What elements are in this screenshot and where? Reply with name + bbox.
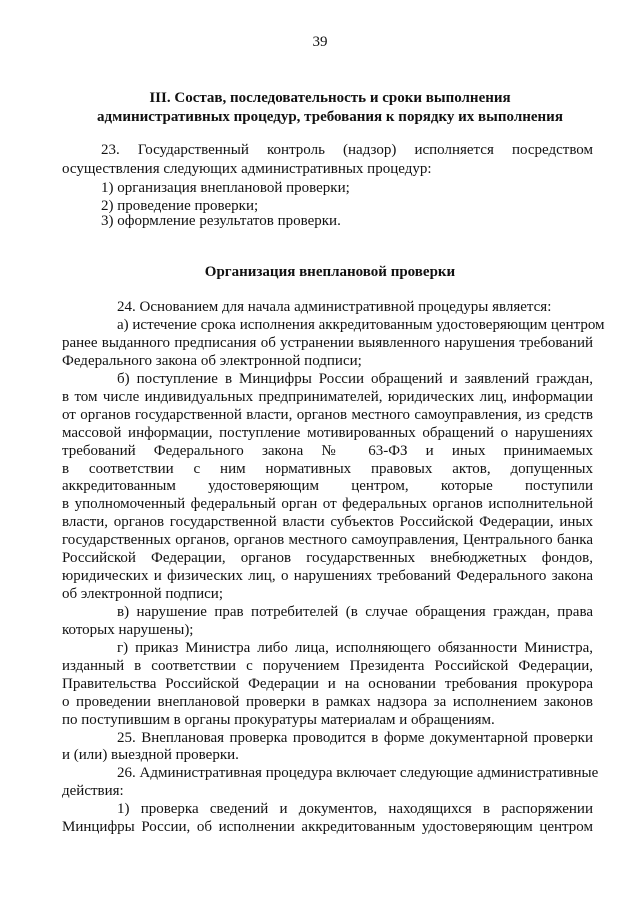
paragraph-line: Правительства Российской Федерации и на основании требования прокурора bbox=[62, 676, 593, 692]
paragraph-line: от органов государственной власти, органов местного самоуправления, из средств bbox=[62, 407, 593, 423]
paragraph-line: ранее выданного предписания об устранении выявленного нарушения требований bbox=[62, 335, 593, 351]
paragraph-line: в уполномоченный федеральный орган от федеральных органов исполнительной bbox=[62, 496, 593, 512]
paragraph-line: юридических и физических лиц, о нарушениях требований Федерального закона bbox=[62, 568, 593, 584]
paragraph-line: 1) проверка сведений и документов, находящихся в распоряжении bbox=[117, 801, 593, 817]
paragraph-line: и (или) выездной проверки. bbox=[62, 747, 239, 763]
paragraph-line: по поступившим в органы прокуратуры материалам и обращениям. bbox=[62, 712, 495, 728]
paragraph-line: о проведении внеплановой проверки в рамках надзора за исполнением законов bbox=[62, 694, 593, 710]
paragraph-line: в том числе индивидуальных предпринимателей, юридических лиц, информации bbox=[62, 389, 593, 405]
list-item: 1) организация внеплановой проверки; bbox=[101, 180, 350, 196]
list-item: 3) оформление результатов проверки. bbox=[101, 213, 341, 229]
section-title-line-1: III. Состав, последовательность и сроки выполнения bbox=[149, 90, 511, 106]
paragraph-line: изданный в соответствии с поручением Президента Российской Федерации, bbox=[62, 658, 593, 674]
paragraph-line: 26. Административная процедура включает следующие административные bbox=[117, 765, 599, 781]
paragraph-line: а) истечение срока исполнения аккредитованным удостоверяющим центром bbox=[117, 317, 605, 333]
paragraph-line: государственных органов, органов местного самоуправления, Центрального банка bbox=[62, 532, 593, 548]
paragraph-line: 24. Основанием для начала административной процедуры является: bbox=[117, 299, 552, 315]
paragraph-line: осуществления следующих административных процедур: bbox=[62, 161, 432, 177]
paragraph-line: 25. Внеплановая проверка проводится в форме документарной проверки bbox=[117, 730, 593, 746]
paragraph-line: которых нарушены); bbox=[62, 622, 194, 638]
paragraph-line: в соответствии с ним нормативных правовых актов, допущенных bbox=[62, 461, 593, 477]
paragraph-line: аккредитованным удостоверяющим центром, которые поступили bbox=[62, 478, 593, 494]
paragraph-line: действия: bbox=[62, 783, 124, 799]
paragraph-line: массовой информации, поступление мотивированных обращений о нарушениях bbox=[62, 425, 593, 441]
paragraph-line: об электронной подписи; bbox=[62, 586, 223, 602]
paragraph-line: в) нарушение прав потребителей (в случае обращения граждан, права bbox=[117, 604, 593, 620]
paragraph-line: Российской Федерации, органов государственных внебюджетных фондов, bbox=[62, 550, 593, 566]
paragraph-line: 23. Государственный контроль (надзор) исполняется посредством bbox=[101, 142, 593, 158]
paragraph-line: Минцифры России, об исполнении аккредитованным удостоверяющим центром bbox=[62, 819, 593, 835]
list-item: 2) проведение проверки; bbox=[101, 198, 259, 214]
section-title-line-2: административных процедур, требования к порядку их выполнения bbox=[97, 109, 563, 125]
page-number: 39 bbox=[312, 34, 328, 50]
paragraph-line: г) приказ Министра либо лица, исполняющего обязанности Министра, bbox=[117, 640, 593, 656]
paragraph-line: власти, органов государственной власти субъектов Российской Федерации, иных bbox=[62, 514, 593, 530]
subsection-title: Организация внеплановой проверки bbox=[204, 264, 456, 280]
paragraph-line: требований Федерального закона № 63-ФЗ и иных принимаемых bbox=[62, 443, 593, 459]
paragraph-line: б) поступление в Минцифры России обращений и заявлений граждан, bbox=[117, 371, 593, 387]
paragraph-line: Федерального закона об электронной подписи; bbox=[62, 353, 362, 369]
